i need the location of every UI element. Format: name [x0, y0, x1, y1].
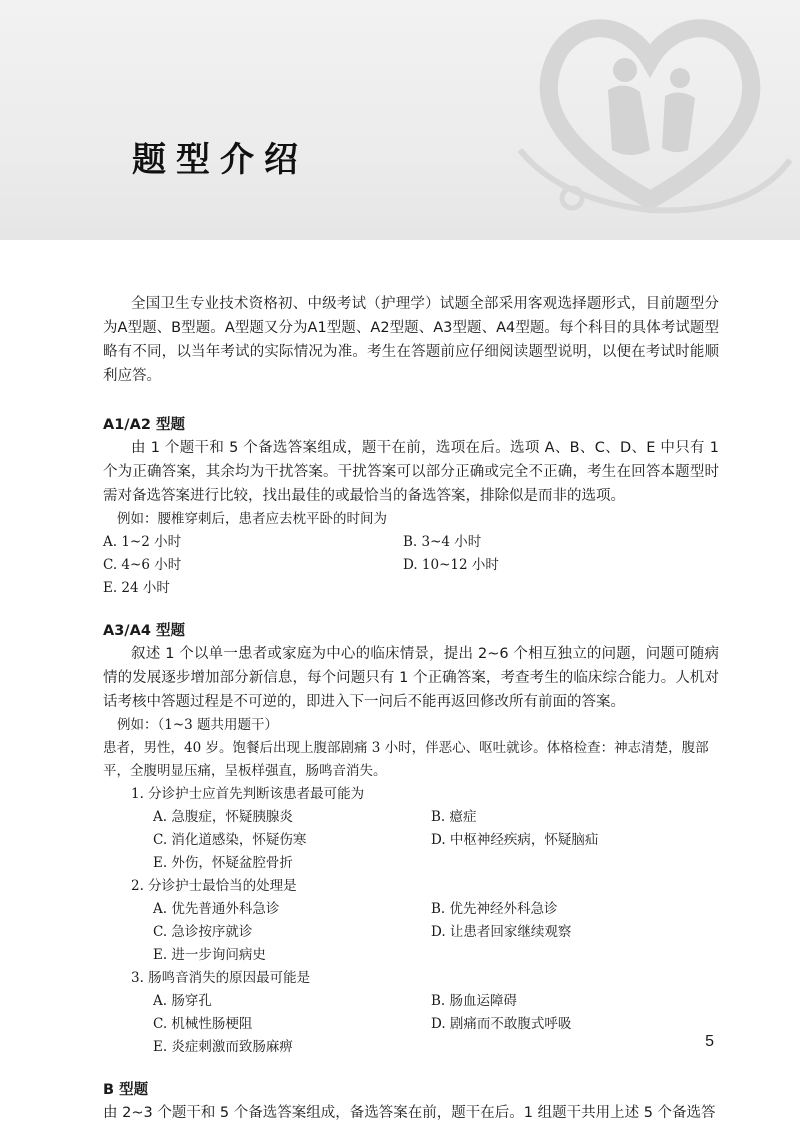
question-stem: 1. 分诊护士应首先判断该患者最可能为: [131, 786, 365, 802]
option-c: C. 机械性肠梗阻: [153, 1016, 253, 1032]
b-description: 由 2~3 个题干和 5 个备选答案组成，备选答案在前，题干在后。1 组题干共用上述 5 个备选答: [103, 1105, 716, 1121]
a1a2-options: [103, 531, 719, 600]
option-b: B. 肠血运障碍: [431, 993, 518, 1009]
section-heading-a1a2: A1/A2 型题: [103, 417, 185, 433]
option-c: C. 消化道感染，怀疑伤寒: [153, 832, 307, 848]
option-e: E. 炎症刺激而致肠麻痹: [153, 1039, 293, 1055]
question-2: [131, 875, 719, 967]
question-stem: 2. 分诊护士最恰当的处理是: [131, 878, 297, 894]
option-a: A. 优先普通外科急诊: [153, 901, 280, 917]
option-e: E. 24 小时: [103, 580, 170, 596]
a3a4-example-label: 例如：（1~3 题共用题干）: [117, 717, 279, 733]
option-e: E. 外伤，怀疑盆腔骨折: [153, 855, 293, 871]
section-heading-a3a4: A3/A4 型题: [103, 623, 185, 639]
a3a4-description: 叙述 1 个以单一患者或家庭为中心的临床情景，提出 2~6 个相互独立的问题，问题可随病情的发展逐步增加部分新信息，每个问题只有 1 个正确答案，考查考生的临床综合能力。人机对话考核中答题过程是不可逆的，即进入下一问后不能再返回修改所有前面的答案。: [103, 646, 719, 710]
a3a4-case-stem: 患者，男性，40 岁。饱餐后出现上腹部剧痛 3 小时，伴恶心、呕吐就诊。体格检查：神志清楚，腹部平，全腹明显压痛，呈板样强直，肠鸣音消失。: [103, 740, 709, 779]
option-d: D. 10~12 小时: [403, 557, 499, 573]
option-d: D. 让患者回家继续观察: [431, 924, 572, 940]
question-options: [153, 806, 719, 875]
option-a: A. 1~2 小时: [103, 534, 182, 550]
question-options: [153, 898, 719, 967]
section-heading-b: B 型题: [103, 1082, 149, 1098]
option-b: B. 癔症: [431, 809, 477, 825]
option-a: A. 急腹症，怀疑胰腺炎: [153, 809, 293, 825]
option-a: A. 肠穿孔: [153, 993, 212, 1009]
question-options: [153, 990, 719, 1059]
option-b: B. 优先神经外科急诊: [431, 901, 558, 917]
option-e: E. 进一步询问病史: [153, 947, 266, 963]
page-number: 5: [705, 1033, 714, 1050]
page-title: 题型介绍: [132, 140, 308, 180]
document-body: [103, 292, 719, 1125]
option-c: C. 4~6 小时: [103, 557, 182, 573]
a1a2-description: 由 1 个题干和 5 个备选答案组成，题干在前，选项在后。选项 A、B、C、D、E 中只有 1 个为正确答案，其余均为干扰答案。干扰答案可以部分正确或完全不正确，考生在回答本题型时需对备选答案进行比较，找出最佳的或最恰当的备选答案，排除似是而非的选项。: [103, 440, 719, 504]
nursing-logo-icon: [500, 0, 800, 240]
question-3: [131, 967, 719, 1059]
option-c: C. 急诊按序就诊: [153, 924, 253, 940]
option-d: D. 中枢神经疾病，怀疑脑疝: [431, 832, 599, 848]
a1a2-example-stem: 例如：腰椎穿刺后，患者应去枕平卧的时间为: [117, 511, 387, 527]
question-1: [131, 783, 719, 875]
option-b: B. 3~4 小时: [403, 534, 482, 550]
intro-paragraph: 全国卫生专业技术资格初、中级考试（护理学）试题全部采用客观选择题形式，目前题型分为A型题、B型题。A型题又分为A1型题、A2型题、A3型题、A4型题。每个科目的具体考试题型略有不同，以当年考试的实际情况为准。考生在答题前应仔细阅读题型说明，以便在考试时能顺利应答。: [103, 296, 719, 384]
header-banner: [0, 0, 800, 240]
question-stem: 3. 肠鸣音消失的原因最可能是: [131, 970, 311, 986]
option-d: D. 剧痛而不敢腹式呼吸: [431, 1016, 572, 1032]
